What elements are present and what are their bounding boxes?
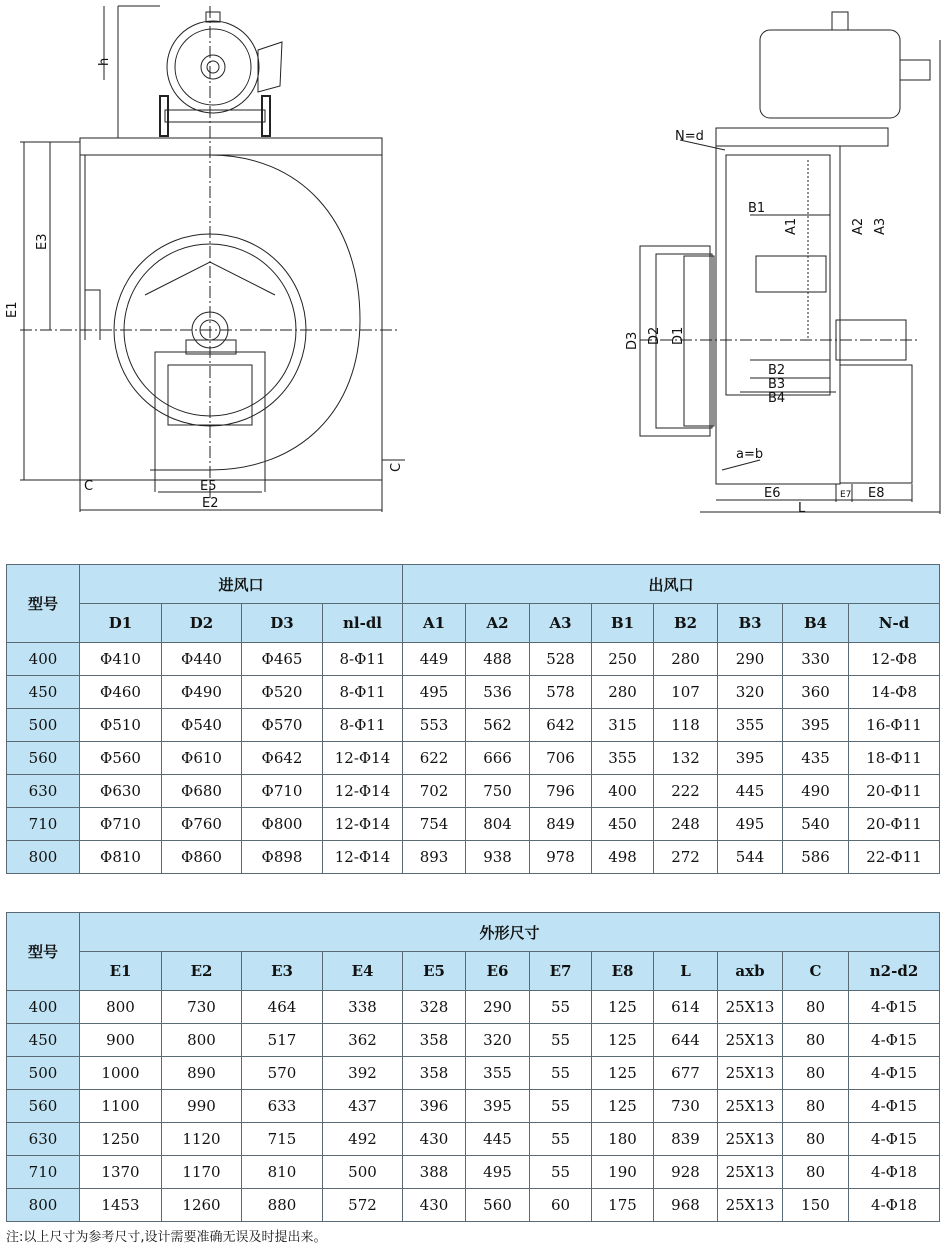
table-cell: 445 [718, 775, 783, 808]
table-cell: 642 [530, 709, 592, 742]
table-cell: 437 [323, 1090, 403, 1123]
table-cell: 362 [323, 1024, 403, 1057]
table-cell: Φ860 [162, 841, 242, 874]
label-A2: A2 [851, 217, 866, 235]
table-cell: 730 [654, 1090, 718, 1123]
column-header: D3 [242, 604, 323, 643]
table-cell: 586 [783, 841, 849, 874]
table-cell: 562 [466, 709, 530, 742]
table-cell: 1120 [162, 1123, 242, 1156]
table-cell: 328 [403, 991, 466, 1024]
table-cell: 250 [592, 643, 654, 676]
table-cell: 400 [592, 775, 654, 808]
table-cell: Φ410 [80, 643, 162, 676]
table-cell: 222 [654, 775, 718, 808]
table-cell: 893 [403, 841, 466, 874]
table-cell: 938 [466, 841, 530, 874]
label-B4: B4 [768, 391, 786, 406]
table-cell: 445 [466, 1123, 530, 1156]
column-header: B3 [718, 604, 783, 643]
table-cell: 570 [242, 1057, 323, 1090]
label-A1: A1 [784, 217, 799, 235]
table-cell: 578 [530, 676, 592, 709]
table-cell: 4-Φ18 [849, 1189, 940, 1222]
table-cell: 572 [323, 1189, 403, 1222]
table-cell: Φ710 [80, 808, 162, 841]
table-cell: 804 [466, 808, 530, 841]
table-body [7, 991, 940, 1222]
column-header: L [654, 952, 718, 991]
table-cell: 16-Φ11 [849, 709, 940, 742]
column-header-row [7, 952, 940, 991]
column-header: N-d [849, 604, 940, 643]
table-cell: 280 [592, 676, 654, 709]
table-cell: 450 [592, 808, 654, 841]
table-cell: 928 [654, 1156, 718, 1189]
label-A3: A3 [873, 217, 888, 235]
table-cell: Φ898 [242, 841, 323, 874]
table-cell: 4-Φ15 [849, 991, 940, 1024]
table-cell: 810 [242, 1156, 323, 1189]
table-cell: 4-Φ15 [849, 1090, 940, 1123]
inlet-header: 进风口 [80, 565, 403, 604]
column-header-row [7, 604, 940, 643]
label-B2: B2 [768, 363, 786, 378]
table-cell: 55 [530, 1090, 592, 1123]
table-cell: 320 [718, 676, 783, 709]
table-cell: 540 [783, 808, 849, 841]
column-header: D1 [80, 604, 162, 643]
table-cell: 355 [718, 709, 783, 742]
table-cell: 800 [80, 991, 162, 1024]
table-cell: 8-Φ11 [323, 643, 403, 676]
table-cell: 495 [403, 676, 466, 709]
table-cell: 702 [403, 775, 466, 808]
table-cell: Φ460 [80, 676, 162, 709]
table-cell: 1250 [80, 1123, 162, 1156]
table-cell: 796 [530, 775, 592, 808]
table-cell: 4-Φ15 [849, 1123, 940, 1156]
model-cell: 560 [7, 1090, 80, 1123]
table-cell: 12-Φ8 [849, 643, 940, 676]
table-cell: 55 [530, 1024, 592, 1057]
table-cell: 107 [654, 676, 718, 709]
side-view [640, 12, 940, 514]
table-cell: 754 [403, 808, 466, 841]
column-header: B1 [592, 604, 654, 643]
table-cell: 517 [242, 1024, 323, 1057]
table-cell: 395 [718, 742, 783, 775]
table-cell: 80 [783, 1057, 849, 1090]
fan-technical-drawing [0, 0, 945, 540]
table-cell: 677 [654, 1057, 718, 1090]
column-header: E5 [403, 952, 466, 991]
model-header: 型号 [7, 565, 80, 643]
table-cell: 544 [718, 841, 783, 874]
label-D2: D2 [647, 326, 662, 345]
column-header: B4 [783, 604, 849, 643]
label-ab: a=b [736, 447, 764, 462]
table-cell: 118 [654, 709, 718, 742]
table-cell: 132 [654, 742, 718, 775]
column-header: B2 [654, 604, 718, 643]
label-E2: E2 [202, 496, 219, 511]
front-view [20, 6, 405, 512]
table-cell: 633 [242, 1090, 323, 1123]
table-cell: 25X13 [718, 1156, 783, 1189]
label-E5: E5 [200, 479, 217, 494]
column-header: E3 [242, 952, 323, 991]
table-cell: 644 [654, 1024, 718, 1057]
table-cell: 536 [466, 676, 530, 709]
table-cell: Φ630 [80, 775, 162, 808]
label-E8: E8 [868, 486, 885, 501]
table-cell: 18-Φ11 [849, 742, 940, 775]
table-cell: 358 [403, 1057, 466, 1090]
outline-dimensions-table [6, 912, 940, 1222]
table-cell: 358 [403, 1024, 466, 1057]
table-cell: 248 [654, 808, 718, 841]
table-cell: 4-Φ18 [849, 1156, 940, 1189]
table-cell: 396 [403, 1090, 466, 1123]
table-cell: Φ810 [80, 841, 162, 874]
table-cell: 990 [162, 1090, 242, 1123]
model-cell: 400 [7, 991, 80, 1024]
table-cell: 12-Φ14 [323, 841, 403, 874]
table-cell: 730 [162, 991, 242, 1024]
table-cell: 388 [403, 1156, 466, 1189]
model-cell: 500 [7, 709, 80, 742]
table-cell: 1260 [162, 1189, 242, 1222]
table-row [7, 1057, 940, 1090]
label-B3: B3 [768, 377, 786, 392]
table-cell: 25X13 [718, 991, 783, 1024]
model-cell: 710 [7, 808, 80, 841]
footnote: 注:以上尺寸为参考尺寸,设计需要准确无误及时提出来。 [6, 1230, 327, 1245]
model-cell: 800 [7, 1189, 80, 1222]
table-cell: 880 [242, 1189, 323, 1222]
label-h: h [97, 57, 112, 66]
table-cell: 25X13 [718, 1189, 783, 1222]
table-cell: Φ465 [242, 643, 323, 676]
column-header: E4 [323, 952, 403, 991]
table-cell: Φ680 [162, 775, 242, 808]
table-cell: 55 [530, 1123, 592, 1156]
table-cell: 330 [783, 643, 849, 676]
table-cell: 60 [530, 1189, 592, 1222]
table-cell: 315 [592, 709, 654, 742]
table-cell: 715 [242, 1123, 323, 1156]
dims-header: 外形尺寸 [80, 913, 940, 952]
label-D1: D1 [671, 326, 686, 345]
table-cell: 900 [80, 1024, 162, 1057]
table-cell: 80 [783, 1156, 849, 1189]
table-cell: 355 [466, 1057, 530, 1090]
label-E7: E7 [840, 490, 852, 500]
model-header: 型号 [7, 913, 80, 991]
table-cell: 80 [783, 1123, 849, 1156]
table-row [7, 1090, 940, 1123]
table-cell: 25X13 [718, 1024, 783, 1057]
column-header: n2-d2 [849, 952, 940, 991]
table-cell: 4-Φ15 [849, 1024, 940, 1057]
label-E6: E6 [764, 486, 781, 501]
table-cell: Φ610 [162, 742, 242, 775]
table-cell: 750 [466, 775, 530, 808]
table-cell: 560 [466, 1189, 530, 1222]
table-cell: 190 [592, 1156, 654, 1189]
label-E3: E3 [35, 233, 50, 250]
table-cell: 355 [592, 742, 654, 775]
column-header: axb [718, 952, 783, 991]
table-cell: Φ540 [162, 709, 242, 742]
table-cell: 1370 [80, 1156, 162, 1189]
table-cell: Φ520 [242, 676, 323, 709]
column-header: E1 [80, 952, 162, 991]
table-cell: 80 [783, 991, 849, 1024]
table-cell: 430 [403, 1123, 466, 1156]
table-cell: 360 [783, 676, 849, 709]
table-row [7, 1024, 940, 1057]
table-cell: 320 [466, 1024, 530, 1057]
table-cell: 492 [323, 1123, 403, 1156]
table-cell: 392 [323, 1057, 403, 1090]
table-cell: 12-Φ14 [323, 742, 403, 775]
table-cell: 8-Φ11 [323, 709, 403, 742]
table-row [7, 742, 940, 775]
table-cell: 1170 [162, 1156, 242, 1189]
table-cell: 280 [654, 643, 718, 676]
column-header: E8 [592, 952, 654, 991]
table-cell: 125 [592, 991, 654, 1024]
table-row [7, 643, 940, 676]
model-cell: 500 [7, 1057, 80, 1090]
table-cell: 395 [466, 1090, 530, 1123]
label-Nd: N=d [675, 129, 704, 144]
column-header: nl-dl [323, 604, 403, 643]
table-cell: 290 [466, 991, 530, 1024]
table-cell: 1000 [80, 1057, 162, 1090]
table-cell: 125 [592, 1057, 654, 1090]
table-cell: 20-Φ11 [849, 808, 940, 841]
table-cell: 528 [530, 643, 592, 676]
column-header: E2 [162, 952, 242, 991]
table-cell: Φ800 [242, 808, 323, 841]
table-cell: 125 [592, 1090, 654, 1123]
table-cell: 175 [592, 1189, 654, 1222]
table-cell: 55 [530, 1057, 592, 1090]
table-cell: 338 [323, 991, 403, 1024]
label-E1: E1 [5, 301, 20, 318]
table-cell: Φ440 [162, 643, 242, 676]
table-cell: 430 [403, 1189, 466, 1222]
table-cell: 435 [783, 742, 849, 775]
table-cell: Φ490 [162, 676, 242, 709]
table-row [7, 709, 940, 742]
table-cell: 464 [242, 991, 323, 1024]
table-cell: 849 [530, 808, 592, 841]
table-cell: 14-Φ8 [849, 676, 940, 709]
outlet-header: 出风口 [403, 565, 940, 604]
table-cell: 395 [783, 709, 849, 742]
model-cell: 800 [7, 841, 80, 874]
table-cell: 290 [718, 643, 783, 676]
table-cell: 55 [530, 1156, 592, 1189]
column-header: A1 [403, 604, 466, 643]
table-row [7, 1123, 940, 1156]
label-C-right: C [389, 462, 404, 472]
table-cell: 12-Φ14 [323, 808, 403, 841]
table-cell: 500 [323, 1156, 403, 1189]
model-cell: 630 [7, 1123, 80, 1156]
column-header: C [783, 952, 849, 991]
column-header: D2 [162, 604, 242, 643]
table-cell: 968 [654, 1189, 718, 1222]
table-cell: 55 [530, 991, 592, 1024]
table-cell: 553 [403, 709, 466, 742]
model-cell: 710 [7, 1156, 80, 1189]
label-D3: D3 [625, 331, 640, 350]
table-cell: 25X13 [718, 1090, 783, 1123]
column-header: A3 [530, 604, 592, 643]
table-cell: 180 [592, 1123, 654, 1156]
table-cell: 125 [592, 1024, 654, 1057]
table-cell: 80 [783, 1024, 849, 1057]
model-cell: 400 [7, 643, 80, 676]
table-cell: Φ570 [242, 709, 323, 742]
table-cell: 839 [654, 1123, 718, 1156]
table-cell: 890 [162, 1057, 242, 1090]
label-L: L [798, 501, 806, 516]
table-cell: 272 [654, 841, 718, 874]
table-cell: 25X13 [718, 1057, 783, 1090]
table-row [7, 1156, 940, 1189]
table-row [7, 775, 940, 808]
table-cell: 20-Φ11 [849, 775, 940, 808]
table-cell: 449 [403, 643, 466, 676]
inlet-outlet-table [6, 564, 940, 874]
table-cell: 495 [718, 808, 783, 841]
table-cell: 12-Φ14 [323, 775, 403, 808]
column-header: A2 [466, 604, 530, 643]
table-row [7, 676, 940, 709]
table-cell: 706 [530, 742, 592, 775]
table-cell: 8-Φ11 [323, 676, 403, 709]
table-cell: Φ642 [242, 742, 323, 775]
table-cell: 622 [403, 742, 466, 775]
table-cell: 614 [654, 991, 718, 1024]
table-cell: Φ510 [80, 709, 162, 742]
table-row [7, 1189, 940, 1222]
table-cell: 666 [466, 742, 530, 775]
table-row [7, 808, 940, 841]
table-cell: Φ710 [242, 775, 323, 808]
table-cell: 490 [783, 775, 849, 808]
table-cell: Φ560 [80, 742, 162, 775]
model-cell: 560 [7, 742, 80, 775]
table-body [7, 643, 940, 874]
table-cell: 22-Φ11 [849, 841, 940, 874]
column-header: E7 [530, 952, 592, 991]
table-cell: 978 [530, 841, 592, 874]
table-row [7, 841, 940, 874]
table-cell: 80 [783, 1090, 849, 1123]
column-header: E6 [466, 952, 530, 991]
table-cell: Φ760 [162, 808, 242, 841]
table-cell: 1100 [80, 1090, 162, 1123]
table-row [7, 991, 940, 1024]
table-cell: 800 [162, 1024, 242, 1057]
model-cell: 450 [7, 1024, 80, 1057]
table-cell: 150 [783, 1189, 849, 1222]
model-cell: 630 [7, 775, 80, 808]
table-cell: 1453 [80, 1189, 162, 1222]
table-cell: 4-Φ15 [849, 1057, 940, 1090]
label-B1: B1 [748, 201, 766, 216]
table-cell: 488 [466, 643, 530, 676]
table-cell: 25X13 [718, 1123, 783, 1156]
table-cell: 498 [592, 841, 654, 874]
label-C-left: C [84, 479, 94, 494]
model-cell: 450 [7, 676, 80, 709]
table-cell: 495 [466, 1156, 530, 1189]
